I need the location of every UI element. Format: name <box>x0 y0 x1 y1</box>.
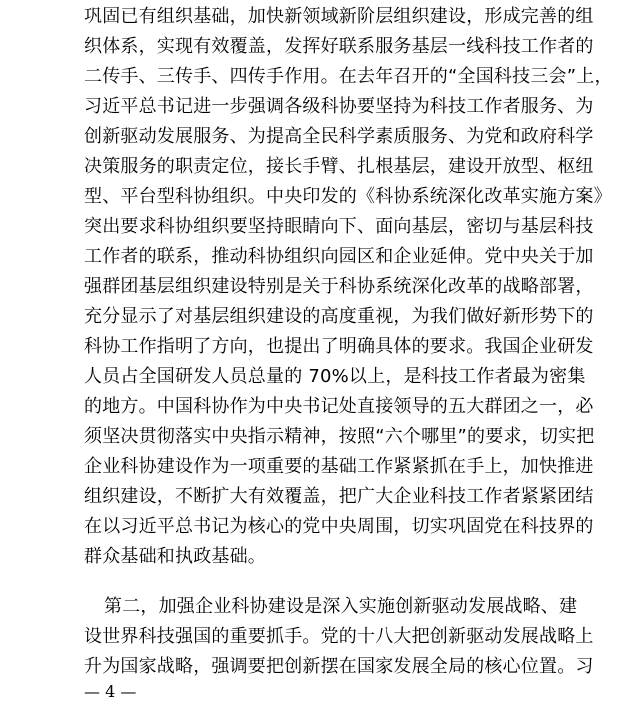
paragraph1-line-19: 群众基础和执政基础。 <box>84 546 266 567</box>
paragraph2-line-1: 第二，加强企业科协建设是深入实施创新驱动发展战略、建 <box>104 596 578 617</box>
paragraph1-line-10: 强群团基层组织建设特别是关于科协系统深化改革的战略部署， <box>84 276 594 297</box>
paragraph1-line-9: 工作者的联系，推动科协组织向园区和企业延伸。党中央关于加 <box>84 246 594 267</box>
paragraph1-line-17: 组织建设，不断扩大有效覆盖，把广大企业科技工作者紧紧团结 <box>84 486 594 507</box>
paragraph1-line-18: 在以习近平总书记为核心的党中央周围，切实巩固党在科技界的 <box>84 516 594 537</box>
paragraph2-line-3: 升为国家战略，强调要把创新摆在国家发展全局的核心位置。习 <box>84 656 594 677</box>
paragraph1-line-4: 习近平总书记进一步强调各级科协要坚持为科技工作者服务、为 <box>84 96 594 117</box>
paragraph1-line-6: 决策服务的职责定位，接长手臂、扎根基层，建设开放型、枢纽 <box>84 156 594 177</box>
paragraph1-line-2: 织体系，实现有效覆盖，发挥好联系服务基层一线科技工作者的 <box>84 36 594 57</box>
paragraph1-line-1: 巩固已有组织基础，加快新领域新阶层组织建设，形成完善的组 <box>84 6 594 27</box>
paragraph1-line-14: 的地方。中国科协作为中央书记处直接领导的五大群团之一，必 <box>84 396 594 417</box>
paragraph1-line-7: 型、平台型科协组织。中央印发的《科协系统深化改革实施方案》 <box>84 186 612 207</box>
page-number: — 4 — <box>84 682 137 701</box>
paragraph2-line-2: 设世界科技强国的重要抓手。党的十八大把创新驱动发展战略上 <box>84 626 594 647</box>
paragraph1-line-15: 须坚决贯彻落实中央指示精神，按照“六个哪里”的要求，切实把 <box>84 426 595 447</box>
paragraph1-line-8: 突出要求科协组织要坚持眼睛向下、面向基层，密切与基层科技 <box>84 216 594 237</box>
paragraph1-line-5: 创新驱动发展服务、为提高全民科学素质服务、为党和政府科学 <box>84 126 594 147</box>
paragraph1-line-11: 充分显示了对基层组织建设的高度重视，为我们做好新形势下的 <box>84 306 594 327</box>
paragraph1-line-13: 人员占全国研发人员总量的 70%以上，是科技工作者最为密集 <box>84 366 586 387</box>
paragraph1-line-3: 二传手、三传手、四传手作用。在去年召开的“全国科技三会”上， <box>84 66 613 87</box>
paragraph1-line-16: 企业科协建设作为一项重要的基础工作紧紧抓在手上，加快推进 <box>84 456 594 477</box>
paragraph1-line-12: 科协工作指明了方向，也提出了明确具体的要求。我国企业研发 <box>84 336 594 357</box>
